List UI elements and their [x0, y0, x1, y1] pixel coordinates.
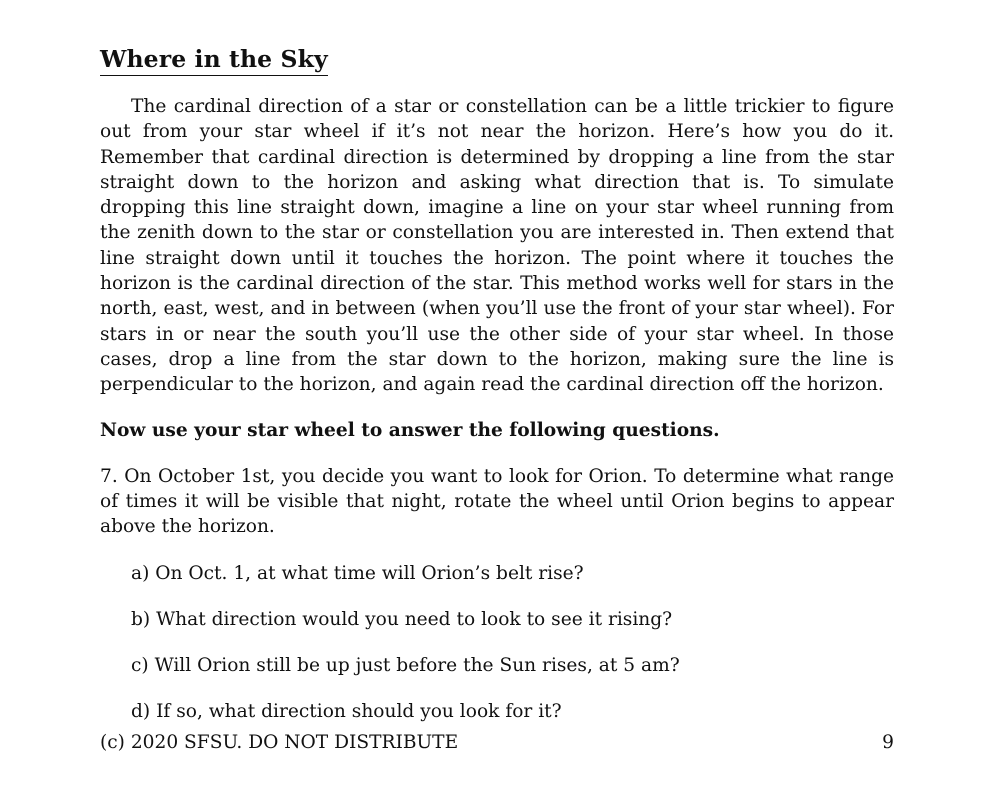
page-content — [100, 44, 894, 724]
instruction-text: Now use your star wheel to answer the following questions. — [100, 419, 720, 441]
question-7c: c) Will Orion still be up just before the Sun rises, at 5 am? — [131, 654, 680, 676]
intro-paragraph: The cardinal direction of a star or constellation can be a little trickier to figure out from your star wheel if it’s not near the horizon. Here’s how you do it. Remember that cardinal direction is determined by dropping a line from the star straight down to the horizon and asking what direction that is. To simulate dropping this line straight down, imagine a line on your star wheel running from the zenith down to the star or constellation you are interested in. Then extend that line straight down until it touches the horizon. The point where it touches the horizon is the cardinal direction of the star. This method works well for stars in the north, east, west, and in between (when you’ll use the front of your star wheel). For stars in or near the south you’ll use the other side of your star wheel. In those cases, drop a line from the star down to the horizon, making sure the line is perpendicular to the horizon, and again read the cardinal direction off the horizon. — [100, 96, 894, 396]
footer-copyright: (c) 2020 SFSU. DO NOT DISTRIBUTE — [100, 732, 459, 753]
page-number: 9 — [882, 732, 894, 753]
question-7-text: 7. On October 1st, you decide you want to look for Orion. To determine what range of times it will be visible that night, rotate the wheel until Orion begins to appear above the horizon. — [100, 465, 894, 538]
section-title: Where in the Sky — [100, 44, 328, 76]
question-7a: a) On Oct. 1, at what time will Orion’s belt rise? — [131, 562, 584, 584]
question-7d: d) If so, what direction should you look for it? — [131, 700, 562, 722]
question-7b: b) What direction would you need to look to see it rising? — [131, 608, 673, 630]
